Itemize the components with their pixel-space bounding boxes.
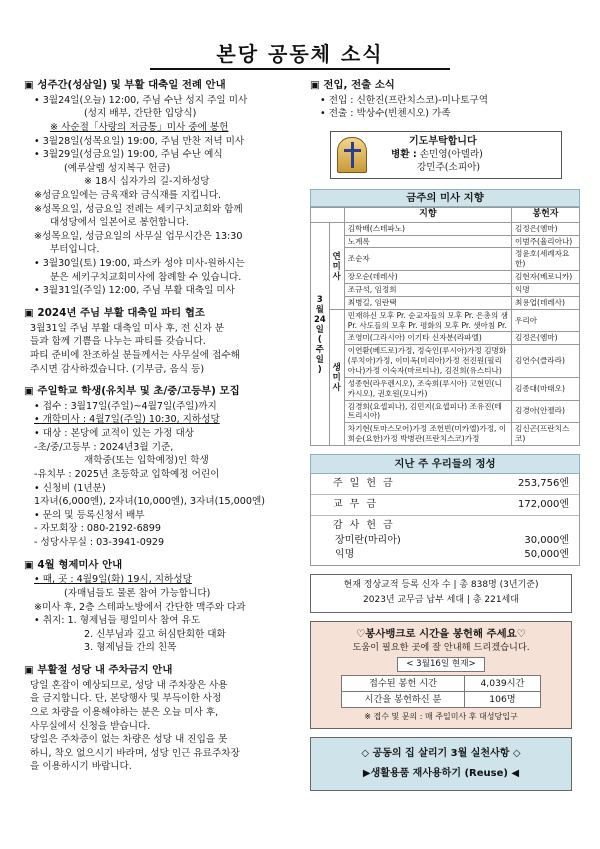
table-row: [311, 248, 580, 271]
requiem-mass-label: 연 미 사: [329, 222, 344, 309]
bank-value-cell: 106명: [464, 691, 540, 707]
prayer-name: 손민영(아델라): [419, 148, 483, 160]
offerer-cell: 김신곤(프란치스코): [512, 423, 580, 446]
easter-party-line: 들과 함께 기쁨을 나누는 파티를 갖습니다.: [30, 336, 206, 348]
offerer-cell: 우리아: [512, 309, 580, 332]
intent-cell: 조규석, 임정희: [344, 283, 511, 296]
offerer-cell: 정윤호(세례자요한): [512, 248, 580, 271]
donation-row: [333, 548, 569, 562]
easter-party-heading: ▣ 2024년 주님 부활 대축일 파티 협조: [24, 306, 205, 319]
holy-week-line: 대성당에서 일본어로 봉헌합니다.: [50, 217, 189, 229]
sunday-school-line: • 문의 및 등록신청서 배부: [34, 509, 145, 521]
sunday-school-line: • 개학미사 : 4월7일(주일) 10:30, 지하성당: [34, 414, 220, 426]
sunday-school-line: • 신청비 (1년분): [34, 482, 106, 494]
table-row: [311, 271, 580, 284]
sunday-school-line: • 접수 : 3월17일(주일)~4월7일(주일)까지: [34, 400, 217, 412]
table-header-row: [311, 207, 580, 222]
holy-week-heading: ▣ 성주간(성삼일) 및 부활 대축일 전례 안내: [24, 79, 226, 91]
stats-line: 2023년 교무금 납부 세대 | 총 221세대: [363, 595, 519, 606]
table-row: [311, 283, 580, 296]
bank-label-cell: 접수된 봉헌 시간: [342, 675, 465, 691]
holy-week-line: • 3월31일(주일) 12:00, 주님 부활 대축일 미사: [34, 285, 235, 297]
prayer-label: 병환 :: [391, 148, 417, 160]
prayer-request-box: [330, 131, 562, 179]
intent-cell: 조영미(그라시아) 이기타 신자분(라파엘): [344, 332, 511, 345]
brothers-mass-line: • 취지: 1. 형제님들 평일미사 참여 유도: [34, 615, 201, 627]
offering-row: [311, 474, 579, 495]
offering-label: 주일헌금: [333, 478, 400, 489]
holy-week-line: 분은 세키구치교회미사에 참례할 수 있습니다.: [50, 271, 242, 283]
volunteer-bank-box: [310, 621, 572, 730]
parking-line: 사무실에서 신청을 받습니다.: [30, 720, 151, 732]
donation-value: 30,000엔: [524, 534, 569, 546]
volunteer-bank-title: ♡봉사뱅크로 시간을 봉헌해 주세요♡: [355, 627, 526, 640]
offerer-cell: 김종대(마태오): [512, 377, 580, 400]
table-row: [311, 423, 580, 446]
brothers-mass-line: 2. 신부님과 깊고 허심탄회한 대화: [84, 628, 226, 640]
thanks-offering-label: 감사헌금: [333, 520, 400, 532]
donation-value: 50,000엔: [524, 548, 569, 560]
holy-week-line: • 3월28일(성목요일) 19:00, 주님 만찬 저녁 미사: [34, 135, 245, 147]
offerer-cell: 익명: [512, 283, 580, 296]
table-row: [311, 309, 580, 332]
sunday-school-heading: ▣ 주일학교 학생(유치부 및 초/중/고등부) 모집: [24, 385, 240, 398]
holy-week-line: ※ 사순절「사랑의 저금통」미사 중에 봉헌: [50, 121, 229, 133]
donor-name: 익명: [335, 548, 355, 560]
page-title: 본당 공동체 소식: [216, 42, 384, 66]
offerer-cell: 김현자(베로니카): [512, 271, 580, 284]
offering-label: 교무금: [333, 499, 383, 511]
intent-header: 지향: [344, 207, 511, 222]
holy-week-line: • 3월29일(성금요일) 19:00, 주님 수난 예식: [34, 149, 223, 161]
offerer-cell: 최용업(데레사): [512, 296, 580, 309]
right-column: [310, 78, 580, 791]
offering-value: 253,756엔: [517, 478, 569, 489]
sunday-school-line: 재학중(또는 입학예정)인 학생: [84, 455, 209, 467]
common-home-title: ◇ 공동의 집 살리기 3월 실천사항 ◇: [361, 748, 521, 760]
brothers-mass-line: ※미사 후, 2층 스테파노방에서 간단한 맥주와 다과: [34, 601, 246, 613]
holy-week-line: (예루살렘 성지복구 헌금): [64, 162, 171, 174]
transfer-line: • 전출 : 박상수(빈첸시오) 가족: [320, 108, 451, 120]
sunday-school-line: -유치부 : 2025년 초등학교 입학예정 어린이: [34, 468, 220, 480]
intent-cell: 김경희(요셉피나), 김민지(요셉피나) 조유진(테트리시아): [344, 400, 511, 423]
table-row: [311, 377, 580, 400]
common-home-box: [310, 737, 572, 791]
easter-party-line: 주시면 감사하겠습니다. (기부금, 음식 등): [30, 363, 205, 375]
transfer-heading: ▣ 전입, 전출 소식: [310, 79, 395, 91]
holy-week-line: ※ 18시 십자가의 길-지하성당: [84, 176, 210, 188]
volunteer-bank-date: < 3월16일 현재>: [397, 657, 484, 671]
volunteer-bank-note: ※ 접수 및 문의 : 매 주일미사 후 대성당입구: [364, 711, 518, 721]
easter-party-line: 파티 준비에 찬조하실 분들께서는 사무실에 접수해: [30, 349, 240, 361]
holy-week-line: (성지 배부, 간단한 입당식): [84, 108, 197, 120]
living-mass-label: 생 미 사: [329, 309, 344, 445]
holy-week-line: ※성목요일, 성금요일의 사무실 업무시간은 13:30: [34, 230, 243, 242]
intent-cell: 차기현(토마스모어)가정 조헌빈(미카엘)가정, 이희순(요한)가정 박병관(프란치스코)가정: [344, 423, 511, 446]
stained-glass-cross-icon: [337, 137, 367, 173]
common-home-action: ▶생활용품 재사용하기 (Reuse) ◀: [362, 768, 520, 780]
holy-week-line: • 3월24일(오늘) 12:00, 주님 수난 성지 주일 미사: [34, 94, 248, 106]
offerer-header: 봉헌자: [512, 207, 580, 222]
thanks-offering: [311, 516, 579, 565]
brothers-mass-heading: ▣ 4월 형제미사 안내: [24, 558, 123, 571]
offerer-cell: 김연수(클라라): [512, 345, 580, 378]
mass-date: 3 월 24 일 ( 주 일 ): [311, 222, 330, 445]
intent-cell: 장오순(데레사): [344, 271, 511, 284]
mass-intention-table: [310, 207, 580, 446]
intent-cell: 김학배(스테파노): [344, 222, 511, 235]
parking-heading: ▣ 부활절 성당 내 주차금지 안내: [24, 664, 173, 676]
holy-week-line: ※성목요일, 성금요일 전례는 세키구치교회와 함께: [34, 203, 243, 215]
brothers-mass-line: • 때, 곳 : 4월9일(화) 19시, 지하성당: [34, 574, 192, 586]
sunday-school-line: - 성당사무실 : 03-3941-0929: [34, 536, 165, 548]
sunday-school-line: • 대상 : 본당에 교적이 있는 가정 대상: [34, 428, 194, 440]
parking-line: 당일 혼잡이 예상되므로, 성당 내 주차장은 사용: [30, 679, 228, 691]
sunday-school-line: - 자모회장 : 080-2192-6899: [34, 523, 161, 535]
sunday-school-line: 1자녀(6,000엔), 2자녀(10,000엔), 3자녀(15,000엔): [34, 496, 265, 508]
parish-stats-box: [310, 574, 572, 613]
intent-cell: 이연환(베드로)가정, 정숙인(루시아)가정 김명화(루치아)가정, 이미옥(미리아)가정 전진원(필리아나)가정 이숙자(마르티나), 김진희(유스티나): [344, 345, 511, 378]
intent-cell: 민재하신 모후 Pr. 순교자들의 모후 Pr. 은총의 샘 Pr. 사도들의 모후 Pr. 평화의 모후 Pr. 샛아침 Pr.: [344, 309, 511, 332]
volunteer-bank-subtitle: 도움이 필요한 곳에 잘 안내해 드리겠습니다.: [352, 642, 530, 654]
intent-cell: 조순자: [344, 248, 511, 271]
left-column: [24, 78, 304, 774]
mass-intention-title: 금주의 미사 지향: [310, 189, 580, 207]
offerer-cell: 김정은(엠마): [512, 222, 580, 235]
offering-value: 172,000엔: [517, 499, 569, 511]
offerer-cell: 김경아(안젤라): [512, 400, 580, 423]
easter-party-line: 3월31일 주님 부활 대축일 미사 후, 전 신자 분: [30, 322, 225, 334]
transfer-line: • 전입 : 신한진(프란치스코)-미나토구역: [320, 94, 489, 106]
table-row: [311, 400, 580, 423]
title-divider: [150, 68, 450, 70]
parking-line: 하니, 착오 없으시기 바라며, 성당 인근 유료주차장: [30, 747, 240, 759]
parking-line: 을 이용하시기 바랍니다.: [30, 761, 132, 773]
sunday-school-line: -초/중/고등부 : 2024년3월 기준,: [34, 441, 174, 453]
intent-cell: 성종현(라우렌시오), 조숙희(루시아) 고현민(니카시오), 권호원(모니카): [344, 377, 511, 400]
stats-line: 현재 정상교적 등록 신자 수 | 총 838명 (3년기준): [343, 579, 539, 590]
table-row: [311, 332, 580, 345]
holy-week-line: ※성금요일에는 금육재와 금식재를 지킵니다.: [34, 190, 222, 202]
bank-label-cell: 시간을 봉헌하신 분: [342, 691, 465, 707]
brothers-mass-line: 3. 형제님들 간의 친목: [84, 642, 177, 654]
prayer-name: 강민주(소피아): [417, 161, 481, 173]
prayer-names: [391, 149, 483, 175]
holy-week-line: • 3월30일(토) 19:00, 파스카 성야 미사-원하시는: [34, 258, 245, 270]
parking-line: 당일은 주차증이 없는 차량은 성당 내 진입을 못: [30, 734, 228, 746]
bank-value-cell: 4,039시간: [464, 675, 540, 691]
brothers-mass-line: (자매님들도 물론 참여 가능합니다): [64, 587, 211, 599]
offerer-cell: 김정은(엠마): [512, 332, 580, 345]
offering-box: [310, 474, 580, 566]
table-row: [311, 296, 580, 309]
table-row: [311, 222, 580, 235]
volunteer-bank-table: [341, 675, 541, 708]
donation-row: [333, 534, 569, 548]
prayer-title: 기도부탁합니다: [409, 135, 477, 147]
offering-title: 지난 주 우리들의 정성: [310, 454, 580, 474]
intent-cell: 최병길, 임란택: [344, 296, 511, 309]
offering-row: [311, 495, 579, 516]
table-row: [342, 691, 541, 707]
parking-line: 으로 차량을 이용해야하는 분은 오늘 미사 후,: [30, 706, 219, 718]
intent-cell: 노계록: [344, 235, 511, 248]
donor-name: 장미란(마리아): [335, 534, 401, 546]
parking-line: 을 금지합니다. 단, 본당행사 및 부득이한 사정: [30, 693, 222, 705]
table-row: [311, 235, 580, 248]
holy-week-line: 부터입니다.: [50, 244, 100, 256]
table-row: [311, 345, 580, 378]
offerer-cell: 이범주(율리아나): [512, 235, 580, 248]
table-row: [342, 675, 541, 691]
